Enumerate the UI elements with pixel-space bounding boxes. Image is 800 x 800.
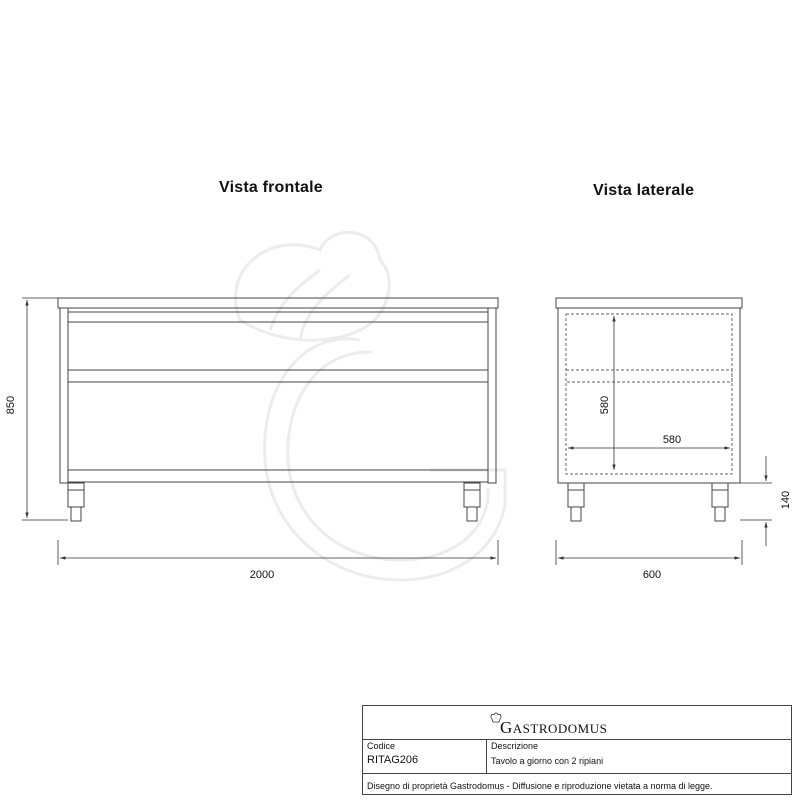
codice-label: Codice	[367, 741, 396, 751]
side-left-leg	[568, 483, 584, 521]
side-width-label: 600	[642, 569, 662, 581]
front-width-dimension	[58, 540, 498, 565]
side-view	[556, 298, 742, 521]
side-frame	[558, 308, 740, 483]
brand-logo-text: GASTRODOMUS	[500, 718, 608, 737]
leg-height-dimension	[740, 456, 772, 546]
chef-hat-g-watermark	[235, 232, 505, 580]
side-hidden-shelf	[566, 370, 732, 382]
side-view-title: Vista laterale	[593, 182, 695, 199]
side-inner-depth-label: 580	[662, 434, 682, 446]
front-left-upright	[60, 308, 68, 483]
front-view-title: Vista frontale	[219, 179, 323, 196]
descrizione-cell	[487, 739, 791, 774]
title-block	[362, 705, 792, 795]
side-width-dimension	[556, 540, 742, 565]
side-top-panel	[556, 298, 742, 308]
descrizione-value: Tavolo a giorno con 2 ripiani	[491, 756, 604, 766]
copyright-footer: Disegno di proprietà Gastrodomus - Diffusione e riproduzione vietata a norma di legge.	[367, 781, 713, 791]
descrizione-label: Descrizione	[491, 741, 539, 751]
front-height-label: 850	[5, 395, 17, 415]
front-view	[58, 298, 498, 521]
side-inner-height-label: 580	[599, 395, 611, 415]
codice-cell	[363, 739, 487, 774]
front-height-dimension	[22, 298, 68, 520]
front-right-leg	[464, 483, 480, 521]
front-left-leg	[68, 483, 84, 521]
front-top-panel	[58, 298, 498, 308]
front-right-upright	[488, 308, 496, 483]
front-bottom-shelf	[68, 470, 488, 482]
front-width-label: 2000	[249, 569, 275, 581]
side-hidden-outline	[566, 314, 732, 474]
side-right-leg	[712, 483, 728, 521]
codice-value: RITAG206	[367, 754, 419, 766]
leg-height-label: 140	[780, 490, 792, 510]
logo-row	[363, 706, 791, 740]
front-middle-shelf	[68, 370, 488, 382]
